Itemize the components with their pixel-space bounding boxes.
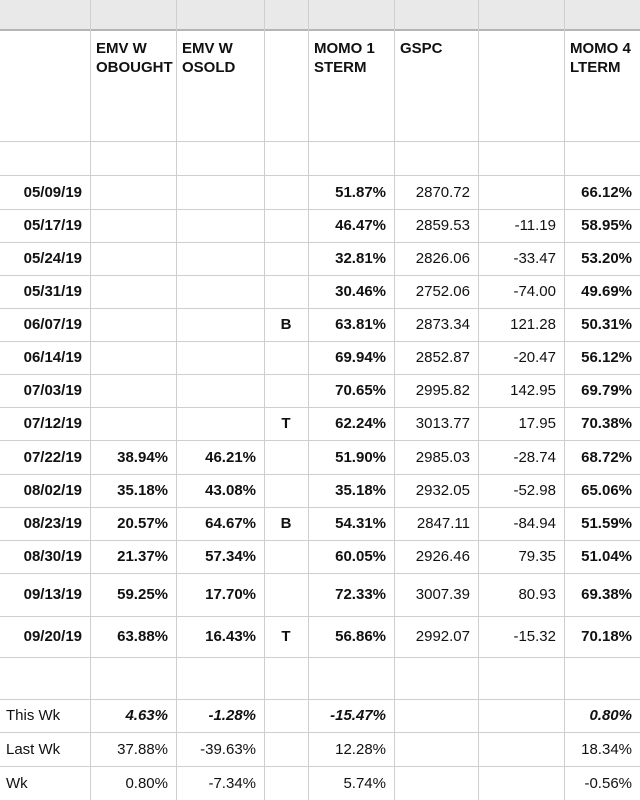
table-cell-date[interactable]: 05/17/19 xyxy=(23,217,82,234)
table-cell-momo1[interactable]: 63.81% xyxy=(335,316,386,333)
table-cell-gspc[interactable]: 2926.46 xyxy=(415,548,470,565)
column-header-bar xyxy=(0,0,640,29)
table-cell-momo1[interactable]: 46.47% xyxy=(335,217,386,234)
table-cell-date[interactable]: 06/07/19 xyxy=(23,316,82,333)
table-cell-chg[interactable]: -28.74 xyxy=(513,448,556,466)
table-cell-chg[interactable]: -15.32 xyxy=(513,628,556,645)
summary-cell-emv-os[interactable]: -39.63% xyxy=(200,740,256,758)
table-cell-momo1[interactable]: 72.33% xyxy=(335,586,386,603)
table-cell-chg[interactable]: 17.95 xyxy=(518,415,556,432)
table-cell-chg[interactable]: -33.47 xyxy=(513,250,556,267)
table-cell-momo1[interactable]: 35.18% xyxy=(335,482,386,499)
table-cell-gspc[interactable]: 2992.07 xyxy=(415,628,470,645)
column-header[interactable]: MOMO 4 LTERM xyxy=(570,40,631,76)
table-cell-sig[interactable] xyxy=(264,242,308,275)
table-cell-momo1[interactable]: 51.87% xyxy=(335,183,386,201)
table-cell-emv-ob[interactable] xyxy=(90,275,176,308)
column-header[interactable] xyxy=(264,31,308,141)
table-cell-gspc[interactable]: 2985.03 xyxy=(415,448,470,466)
table-cell-emv-ob[interactable]: 35.18% xyxy=(117,482,168,499)
summary-cell-emv-ob[interactable]: 4.63% xyxy=(125,707,168,724)
table-cell-emv-os[interactable]: 17.70% xyxy=(205,586,256,603)
column-header[interactable] xyxy=(0,31,90,141)
table-cell-emv-ob[interactable]: 38.94% xyxy=(117,448,168,466)
table-cell-emv-ob[interactable] xyxy=(90,209,176,242)
table-cell-emv-os[interactable] xyxy=(176,341,264,374)
table-cell-chg[interactable]: -74.00 xyxy=(513,283,556,300)
table-cell-momo4[interactable]: 69.79% xyxy=(581,382,632,399)
table-cell-momo1[interactable]: 32.81% xyxy=(335,250,386,267)
table-cell-gspc[interactable]: 3007.39 xyxy=(415,586,470,603)
table-cell-emv-os[interactable]: 43.08% xyxy=(205,482,256,499)
table-cell-emv-os[interactable] xyxy=(176,374,264,407)
table-cell-sig[interactable] xyxy=(264,341,308,374)
table-cell-sig[interactable] xyxy=(264,573,308,616)
table-cell-sig[interactable]: B xyxy=(280,515,292,532)
summary-cell-momo1[interactable]: 5.74% xyxy=(343,774,386,792)
table-cell-momo1[interactable]: 70.65% xyxy=(335,382,386,399)
table-cell-emv-ob[interactable]: 21.37% xyxy=(117,548,168,565)
summary-cell-emv-ob[interactable]: 37.88% xyxy=(117,740,168,758)
table-cell-momo1[interactable]: 30.46% xyxy=(335,283,386,300)
table-cell-gspc[interactable]: 3013.77 xyxy=(415,415,470,432)
table-cell-sig[interactable]: T xyxy=(281,628,291,645)
table-cell-sig[interactable]: T xyxy=(281,415,291,432)
table-cell-momo4[interactable]: 70.38% xyxy=(581,415,632,432)
table-cell-emv-ob[interactable]: 59.25% xyxy=(117,586,168,603)
summary-cell-label[interactable]: Wk xyxy=(6,774,28,792)
table-cell-date[interactable]: 07/03/19 xyxy=(23,382,82,399)
table-cell-momo1[interactable]: 56.86% xyxy=(335,628,386,645)
table-cell-emv-ob[interactable] xyxy=(90,308,176,341)
table-cell-emv-os[interactable] xyxy=(176,308,264,341)
table-cell-emv-ob[interactable] xyxy=(90,374,176,407)
summary-cell-momo1[interactable]: -15.47% xyxy=(330,707,386,724)
summary-cell-label[interactable]: This Wk xyxy=(6,707,61,724)
table-cell-momo4[interactable]: 56.12% xyxy=(581,349,632,366)
summary-cell-momo4[interactable]: -0.56% xyxy=(584,774,632,792)
table-cell-momo1[interactable]: 69.94% xyxy=(335,349,386,366)
table-cell-momo4[interactable]: 68.72% xyxy=(581,448,632,466)
table-cell-sig[interactable] xyxy=(264,175,308,209)
table-cell-emv-os[interactable] xyxy=(176,209,264,242)
table-cell-date[interactable]: 09/13/19 xyxy=(23,586,82,603)
column-header[interactable]: MOMO 1 STERM xyxy=(314,40,375,76)
summary-cell-label[interactable]: Last Wk xyxy=(6,740,61,758)
summary-cell-momo4[interactable]: 18.34% xyxy=(581,740,632,758)
table-cell-momo4[interactable]: 70.18% xyxy=(581,628,632,645)
table-cell-date[interactable]: 08/30/19 xyxy=(23,548,82,565)
table-cell-momo4[interactable]: 50.31% xyxy=(581,316,632,333)
table-cell-chg[interactable] xyxy=(478,175,564,209)
table-cell-chg[interactable]: 121.28 xyxy=(510,316,556,333)
table-cell-gspc[interactable]: 2847.11 xyxy=(416,515,470,532)
table-cell-momo4[interactable]: 51.59% xyxy=(581,515,632,532)
table-cell-gspc[interactable]: 2932.05 xyxy=(415,482,470,499)
table-cell-gspc[interactable]: 2995.82 xyxy=(415,382,470,399)
table-cell-date[interactable]: 07/12/19 xyxy=(23,415,82,432)
table-cell-chg[interactable]: 80.93 xyxy=(518,586,556,603)
column-header[interactable]: EMV W OSOLD xyxy=(182,40,236,76)
table-cell-emv-ob[interactable] xyxy=(90,341,176,374)
table-cell-chg[interactable]: -11.19 xyxy=(514,217,556,234)
table-cell-momo1[interactable]: 60.05% xyxy=(335,548,386,565)
table-cell-chg[interactable]: 79.35 xyxy=(518,548,556,565)
table-cell-sig[interactable] xyxy=(264,209,308,242)
table-cell-momo4[interactable]: 58.95% xyxy=(581,217,632,234)
table-cell-sig[interactable] xyxy=(264,275,308,308)
table-cell-date[interactable]: 07/22/19 xyxy=(23,448,82,466)
summary-cell-emv-ob[interactable]: 0.80% xyxy=(125,774,168,792)
table-cell-emv-ob[interactable]: 20.57% xyxy=(117,515,168,532)
table-cell-date[interactable]: 08/02/19 xyxy=(23,482,82,499)
summary-cell-emv-os[interactable]: -7.34% xyxy=(208,774,256,792)
table-cell-chg[interactable]: -20.47 xyxy=(513,349,556,366)
table-cell-sig[interactable] xyxy=(264,374,308,407)
table-cell-emv-os[interactable]: 64.67% xyxy=(205,515,256,532)
column-header[interactable]: GSPC xyxy=(400,40,443,57)
table-cell-emv-ob[interactable] xyxy=(90,242,176,275)
table-cell-sig[interactable]: B xyxy=(280,316,292,333)
table-cell-date[interactable]: 05/31/19 xyxy=(23,283,82,300)
table-cell-momo1[interactable]: 51.90% xyxy=(335,448,386,466)
table-cell-momo4[interactable]: 49.69% xyxy=(581,283,632,300)
table-cell-gspc[interactable]: 2826.06 xyxy=(415,250,470,267)
summary-cell-momo4[interactable]: 0.80% xyxy=(589,707,632,724)
table-cell-emv-os[interactable]: 16.43% xyxy=(205,628,256,645)
column-header[interactable] xyxy=(478,31,564,141)
table-cell-momo4[interactable]: 53.20% xyxy=(581,250,632,267)
table-cell-gspc[interactable]: 2859.53 xyxy=(415,217,470,234)
table-cell-momo4[interactable]: 65.06% xyxy=(581,482,632,499)
table-cell-emv-os[interactable] xyxy=(176,175,264,209)
summary-cell-momo1[interactable]: 12.28% xyxy=(335,740,386,758)
table-cell-gspc[interactable]: 2852.87 xyxy=(415,349,470,366)
table-cell-date[interactable]: 05/24/19 xyxy=(23,250,82,267)
row-divider xyxy=(0,141,640,142)
table-cell-date[interactable]: 05/09/19 xyxy=(23,183,82,201)
table-cell-momo4[interactable]: 66.12% xyxy=(581,183,632,201)
table-cell-date[interactable]: 06/14/19 xyxy=(23,349,82,366)
table-cell-gspc[interactable]: 2752.06 xyxy=(415,283,470,300)
table-cell-date[interactable]: 09/20/19 xyxy=(23,628,82,645)
table-cell-chg[interactable]: -84.94 xyxy=(513,515,556,532)
column-header[interactable]: EMV W OBOUGHT xyxy=(96,40,173,76)
table-cell-emv-os[interactable] xyxy=(176,407,264,440)
table-cell-date[interactable]: 08/23/19 xyxy=(23,515,82,532)
table-cell-emv-os[interactable] xyxy=(176,242,264,275)
table-cell-chg[interactable]: -52.98 xyxy=(513,482,556,499)
table-cell-emv-os[interactable] xyxy=(176,275,264,308)
summary-cell-emv-os[interactable]: -1.28% xyxy=(208,707,256,724)
row-divider xyxy=(0,657,640,658)
table-cell-sig[interactable] xyxy=(264,540,308,573)
table-cell-momo1[interactable]: 54.31% xyxy=(335,515,386,532)
table-cell-sig[interactable] xyxy=(264,474,308,507)
table-cell-gspc[interactable]: 2870.72 xyxy=(415,183,470,201)
table-cell-emv-ob[interactable] xyxy=(90,407,176,440)
table-cell-sig[interactable] xyxy=(264,440,308,474)
table-cell-emv-os[interactable]: 57.34% xyxy=(205,548,256,565)
table-cell-momo1[interactable]: 62.24% xyxy=(335,415,386,432)
table-cell-momo4[interactable]: 51.04% xyxy=(581,548,632,565)
table-cell-gspc[interactable]: 2873.34 xyxy=(415,316,470,333)
table-cell-emv-os[interactable]: 46.21% xyxy=(205,448,256,466)
table-cell-chg[interactable]: 142.95 xyxy=(510,382,556,399)
table-cell-emv-ob[interactable] xyxy=(90,175,176,209)
table-cell-momo4[interactable]: 69.38% xyxy=(581,586,632,603)
table-cell-emv-ob[interactable]: 63.88% xyxy=(117,628,168,645)
